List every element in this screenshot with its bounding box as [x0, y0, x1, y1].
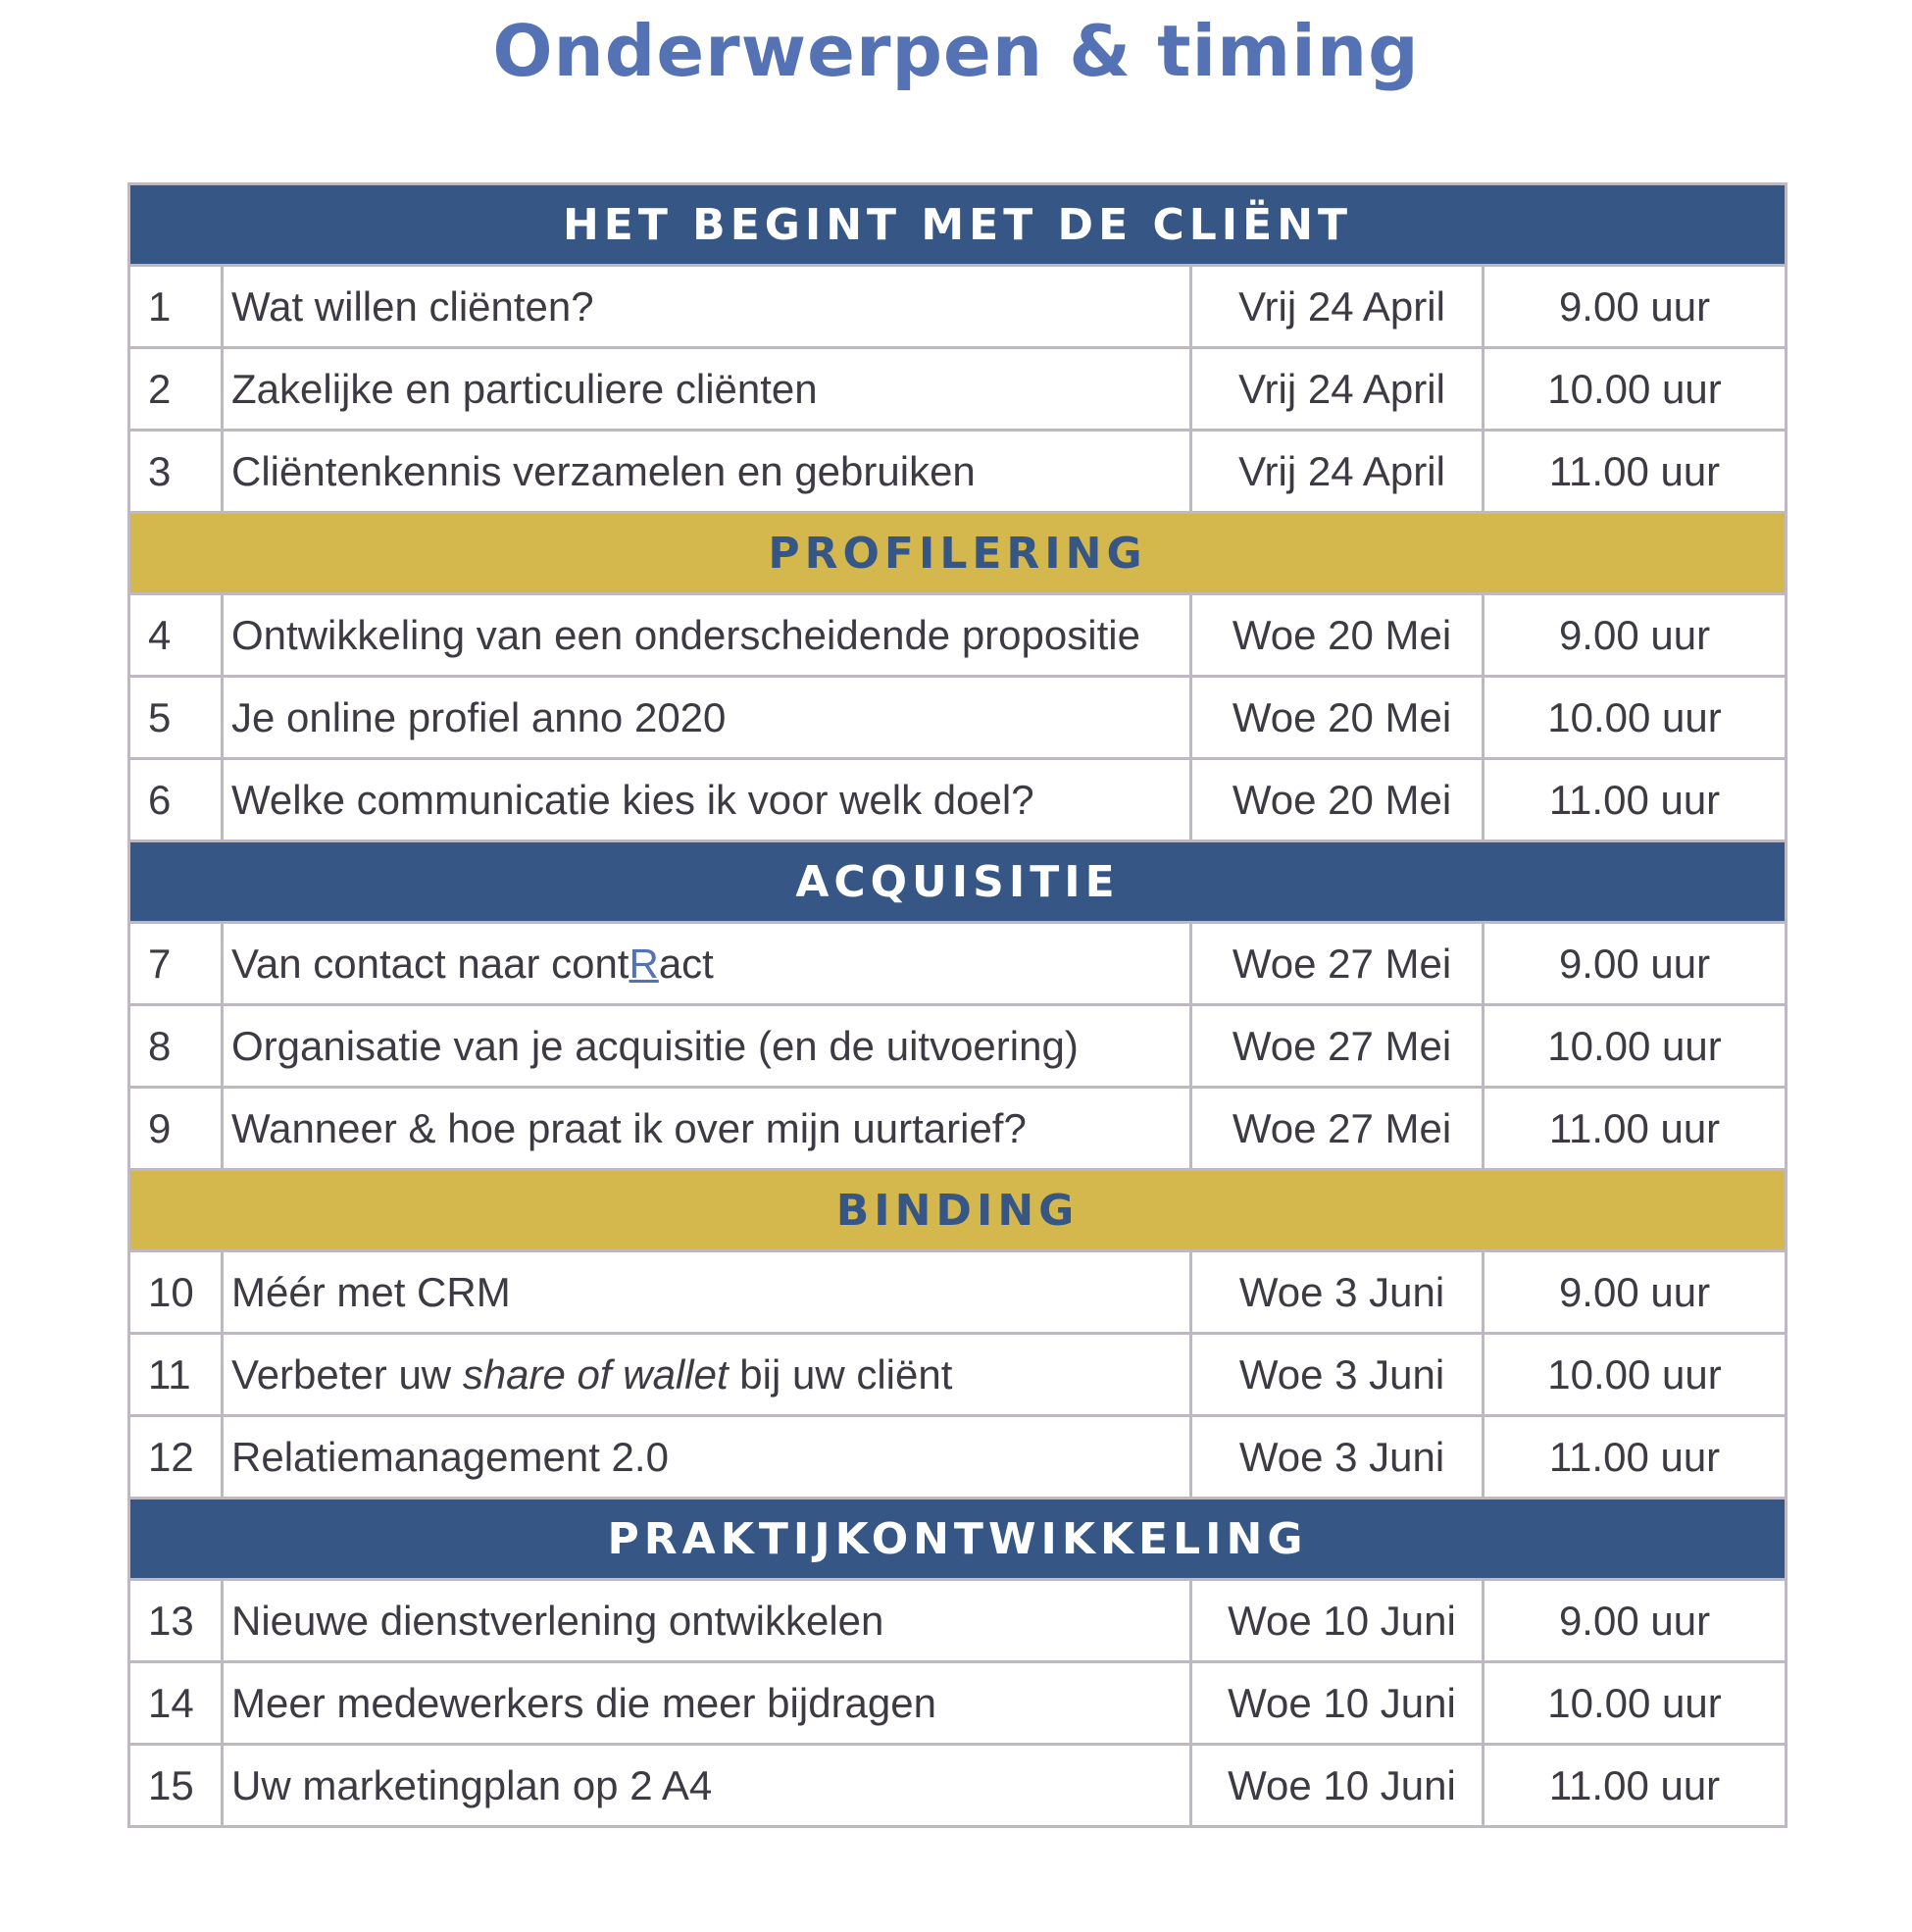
row-topic: Uw marketingplan op 2 A4 — [223, 1745, 1191, 1827]
row-date: Woe 20 Mei — [1191, 677, 1484, 759]
topic-text: Verbeter uw — [231, 1350, 463, 1398]
row-topic — [223, 1334, 1191, 1416]
section-header-row — [129, 184, 1786, 266]
row-date: Woe 10 Juni — [1191, 1745, 1484, 1827]
row-topic: Meer medewerkers die meer bijdragen — [223, 1662, 1191, 1745]
row-topic: Cliëntenkennis verzamelen en gebruiken — [223, 431, 1191, 513]
row-date: Woe 27 Mei — [1191, 923, 1484, 1005]
table-row — [129, 1416, 1786, 1499]
row-date: Woe 3 Juni — [1191, 1416, 1484, 1499]
row-number: 10 — [129, 1251, 223, 1334]
row-number: 15 — [129, 1745, 223, 1827]
page-title: Onderwerpen & timing — [492, 10, 1420, 92]
table-row — [129, 677, 1786, 759]
row-topic: Wanneer & hoe praat ik over mijn uurtarief? — [223, 1088, 1191, 1170]
row-topic: Relatiemanagement 2.0 — [223, 1416, 1191, 1499]
table-row — [129, 431, 1786, 513]
row-topic: Organisatie van je acquisitie (en de uitvoering) — [223, 1005, 1191, 1088]
row-date: Woe 27 Mei — [1191, 1088, 1484, 1170]
row-number: 2 — [129, 348, 223, 431]
topic-text: act — [658, 940, 714, 987]
row-number: 12 — [129, 1416, 223, 1499]
row-date: Vrij 24 April — [1191, 266, 1484, 348]
row-number: 7 — [129, 923, 223, 1005]
row-time: 9.00 uur — [1484, 266, 1786, 348]
table-row — [129, 1662, 1786, 1745]
row-topic: Ontwikkeling van een onderscheidende propositie — [223, 594, 1191, 677]
row-time: 9.00 uur — [1484, 923, 1786, 1005]
row-date: Woe 3 Juni — [1191, 1251, 1484, 1334]
row-time: 11.00 uur — [1484, 431, 1786, 513]
row-time: 11.00 uur — [1484, 1088, 1786, 1170]
row-date: Woe 20 Mei — [1191, 759, 1484, 841]
row-number: 1 — [129, 266, 223, 348]
section-header-row — [129, 1499, 1786, 1580]
section-header-row — [129, 513, 1786, 594]
table-row — [129, 1005, 1786, 1088]
table-row — [129, 1745, 1786, 1827]
table-row — [129, 759, 1786, 841]
table-row — [129, 1334, 1786, 1416]
section-heading: BINDING — [129, 1170, 1786, 1251]
table-row — [129, 348, 1786, 431]
table-row — [129, 594, 1786, 677]
row-date: Vrij 24 April — [1191, 348, 1484, 431]
row-number: 5 — [129, 677, 223, 759]
section-header-row — [129, 841, 1786, 923]
row-topic: Je online profiel anno 2020 — [223, 677, 1191, 759]
row-number: 6 — [129, 759, 223, 841]
row-date: Woe 20 Mei — [1191, 594, 1484, 677]
row-topic: Zakelijke en particuliere cliënten — [223, 348, 1191, 431]
row-time: 10.00 uur — [1484, 677, 1786, 759]
row-date: Woe 10 Juni — [1191, 1580, 1484, 1662]
row-number: 9 — [129, 1088, 223, 1170]
row-time: 10.00 uur — [1484, 348, 1786, 431]
table-row — [129, 1088, 1786, 1170]
row-date: Woe 27 Mei — [1191, 1005, 1484, 1088]
row-number: 13 — [129, 1580, 223, 1662]
row-time: 11.00 uur — [1484, 759, 1786, 841]
section-header-row — [129, 1170, 1786, 1251]
table-row — [129, 266, 1786, 348]
row-topic: Welke communicatie kies ik voor welk doel? — [223, 759, 1191, 841]
row-topic: Wat willen cliënten? — [223, 266, 1191, 348]
section-heading: ACQUISITIE — [129, 841, 1786, 923]
row-number: 4 — [129, 594, 223, 677]
row-time: 10.00 uur — [1484, 1005, 1786, 1088]
row-number: 14 — [129, 1662, 223, 1745]
table-row — [129, 923, 1786, 1005]
topic-italic-text: share of wallet — [462, 1350, 729, 1398]
row-date: Woe 10 Juni — [1191, 1662, 1484, 1745]
row-time: 9.00 uur — [1484, 1580, 1786, 1662]
topic-text: bij uw cliënt — [728, 1350, 953, 1398]
section-heading: PROFILERING — [129, 513, 1786, 594]
section-heading: PRAKTIJKONTWIKKELING — [129, 1499, 1786, 1580]
row-time: 11.00 uur — [1484, 1745, 1786, 1827]
row-number: 3 — [129, 431, 223, 513]
table-row — [129, 1251, 1786, 1334]
topic-text: Van contact naar cont — [231, 940, 629, 987]
row-time: 9.00 uur — [1484, 594, 1786, 677]
row-topic — [223, 923, 1191, 1005]
table-row — [129, 1580, 1786, 1662]
row-topic: Nieuwe dienstverlening ontwikkelen — [223, 1580, 1191, 1662]
row-number: 8 — [129, 1005, 223, 1088]
section-heading: HET BEGINT MET DE CLIËNT — [129, 184, 1786, 266]
topic-highlight-letter: R — [629, 940, 659, 987]
row-time: 10.00 uur — [1484, 1334, 1786, 1416]
row-time: 9.00 uur — [1484, 1251, 1786, 1334]
row-date: Woe 3 Juni — [1191, 1334, 1484, 1416]
schedule-table — [127, 182, 1787, 1828]
row-topic: Méér met CRM — [223, 1251, 1191, 1334]
row-date: Vrij 24 April — [1191, 431, 1484, 513]
row-time: 10.00 uur — [1484, 1662, 1786, 1745]
row-number: 11 — [129, 1334, 223, 1416]
row-time: 11.00 uur — [1484, 1416, 1786, 1499]
